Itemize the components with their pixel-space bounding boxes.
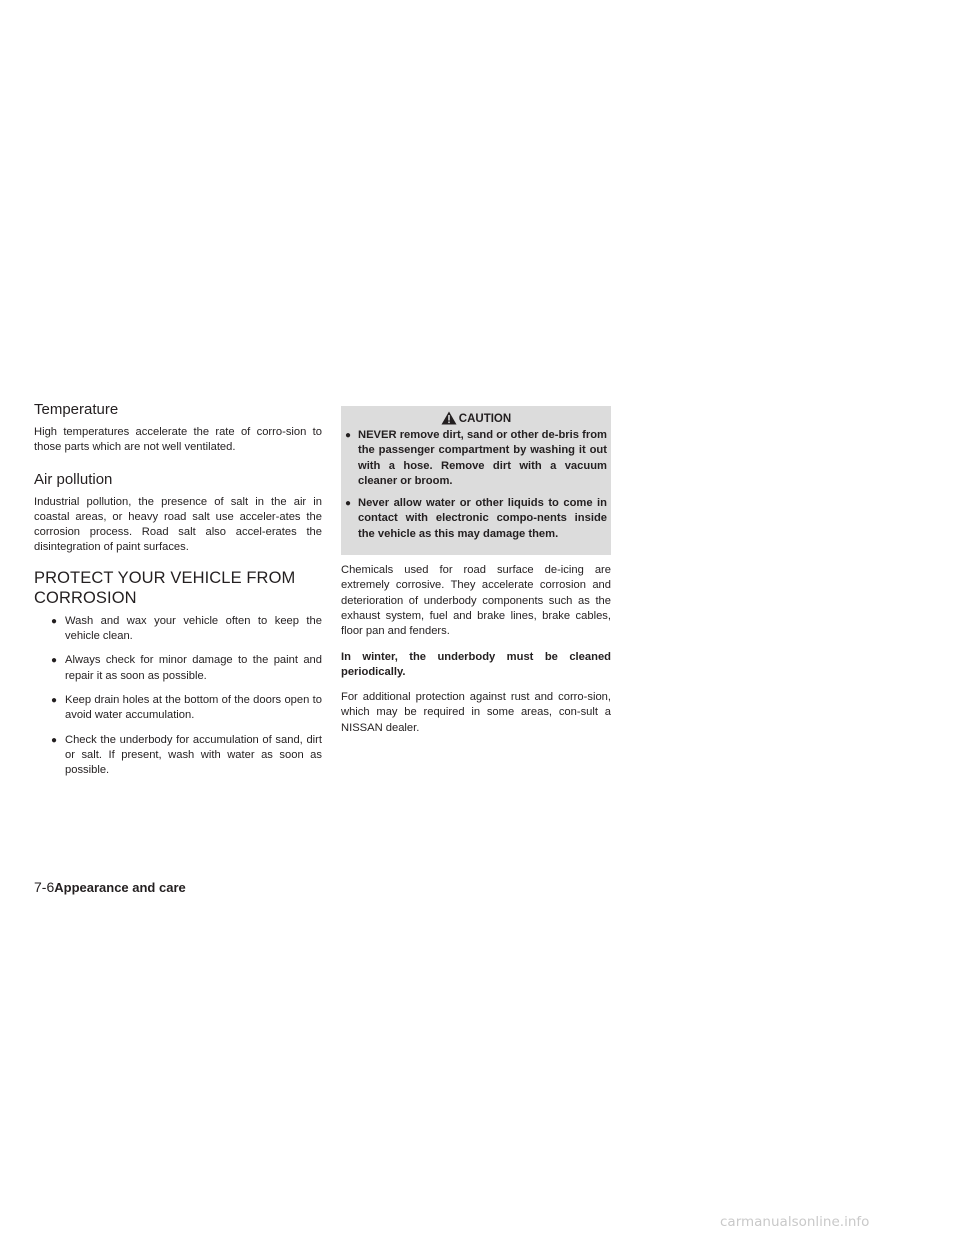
caution-title: CAUTION bbox=[458, 413, 512, 425]
list-item: ● Keep drain holes at the bottom of the doors open to avoid water accumulation. bbox=[51, 693, 322, 722]
page-footer bbox=[34, 878, 186, 897]
caution-header bbox=[345, 410, 607, 428]
additional-protection-text: For additional protection against rust and corro-sion, which may be required in some areas, con-sult a NISSAN dealer. bbox=[341, 691, 611, 734]
right-column bbox=[341, 400, 611, 746]
temperature-text: High temperatures accelerate the rate of corro-sion to those parts which are not well ventilated. bbox=[34, 426, 322, 454]
heading-protect-line2: CORROSION bbox=[34, 588, 137, 607]
chapter-title: Appearance and care bbox=[54, 880, 186, 895]
heading-temperature: Temperature bbox=[34, 401, 119, 418]
winter-note: In winter, the underbody must be cleaned periodically. bbox=[341, 650, 611, 678]
bullet-icon: ● bbox=[51, 615, 58, 627]
watermark: carmanualsonline.info bbox=[720, 1214, 870, 1230]
list-item: ● Never allow water or other liquids to come in contact with electronic compo-nents inside the vehicle as this may damage them. bbox=[345, 497, 607, 540]
warning-triangle-icon bbox=[441, 411, 457, 425]
left-column bbox=[34, 400, 322, 787]
list-item: ● Check the underbody for accumulation of sand, dirt or salt. If present, wash with water as soon as possible. bbox=[51, 733, 322, 777]
bullet-icon: ● bbox=[51, 734, 58, 746]
caution-list bbox=[345, 428, 607, 542]
bullet-icon: ● bbox=[51, 694, 58, 706]
heading-air-pollution: Air pollution bbox=[34, 470, 113, 488]
list-item: ● NEVER remove dirt, sand or other de-bris from the passenger compartment by washing it out with a hose. Remove dirt with a vacuum cleaner or broom. bbox=[345, 429, 607, 487]
bullet-icon: ● bbox=[345, 498, 352, 510]
deicing-text: Chemicals used for road surface de-icing are extremely corrosive. They accelerate corrosion and deterioration of underbody components such as the exhaust system, fuel and brake lines, brake cables, floor pan and fenders. bbox=[341, 564, 611, 638]
page-number: 7-6 bbox=[34, 879, 55, 895]
protect-bullet-list bbox=[34, 614, 322, 779]
list-item: ● Wash and wax your vehicle often to keep the vehicle clean. bbox=[51, 614, 322, 643]
heading-protect-line1: PROTECT YOUR VEHICLE FROM bbox=[34, 568, 296, 587]
caution-box bbox=[341, 406, 611, 555]
bullet-icon: ● bbox=[51, 655, 58, 667]
list-item: ● Always check for minor damage to the paint and repair it as soon as possible. bbox=[51, 654, 322, 682]
air-pollution-text: Industrial pollution, the presence of salt in the air in coastal areas, or heavy road salt use acceler-ates the corrosion process. Road salt also accel-erates the disintegration of paint surfaces. bbox=[34, 495, 322, 554]
heading-protect-vehicle bbox=[34, 568, 322, 608]
bullet-icon: ● bbox=[345, 430, 352, 441]
